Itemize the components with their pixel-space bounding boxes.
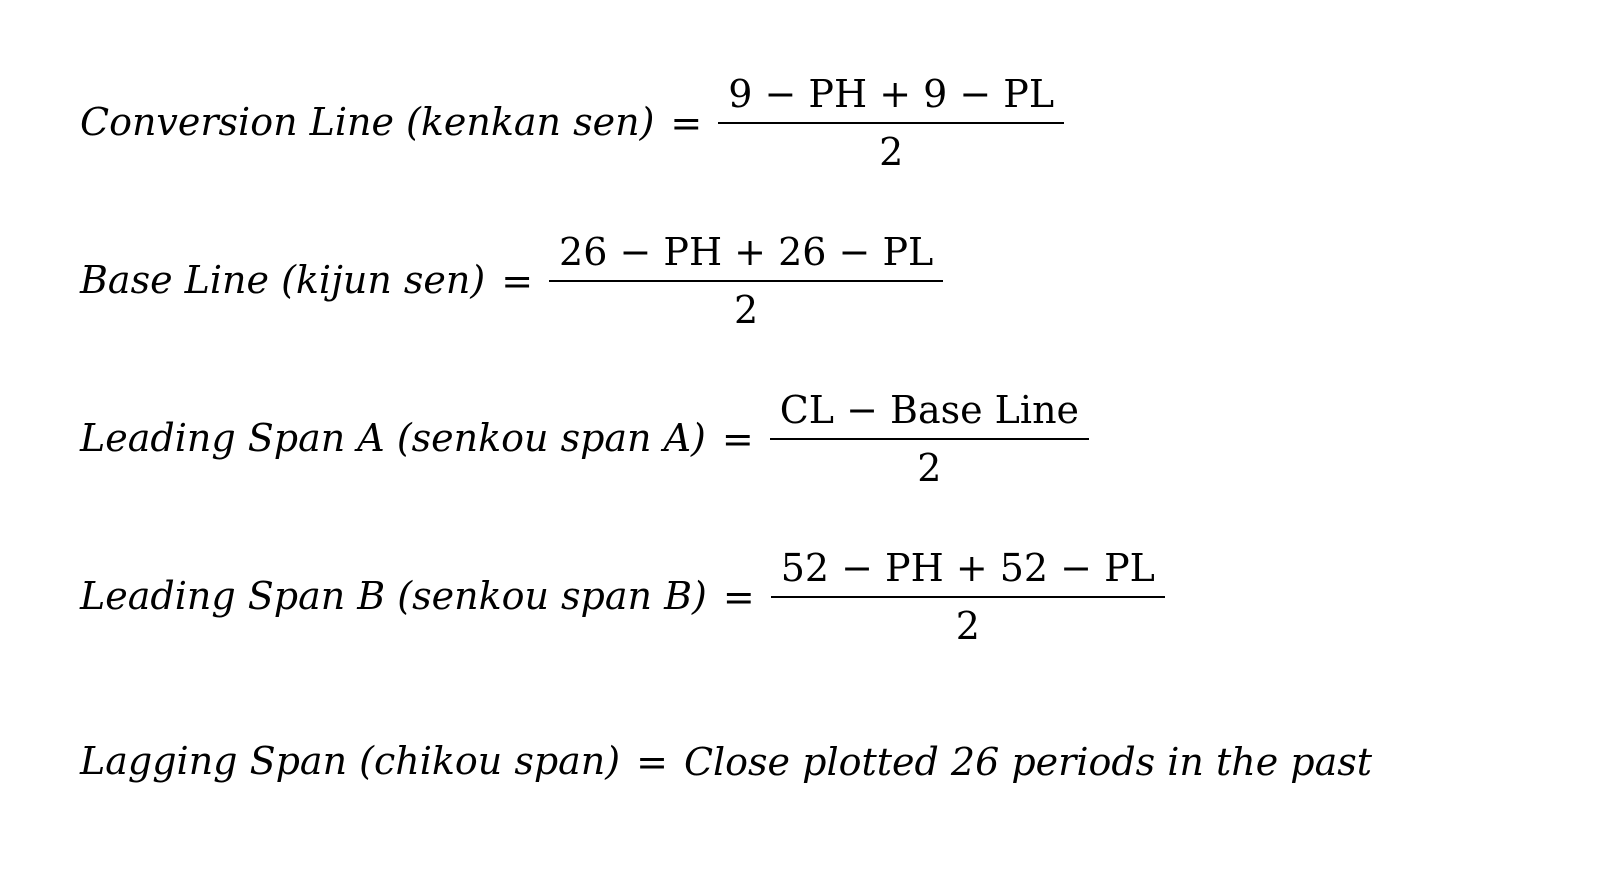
formula-leading-span-a bbox=[80, 388, 1540, 490]
fraction-conversion-line bbox=[718, 72, 1064, 174]
fraction-leading-span-a bbox=[770, 388, 1089, 490]
fraction-denominator-leading-span-a: 2 bbox=[917, 446, 942, 490]
equals-sign-leading-span-b: = bbox=[722, 575, 755, 619]
formula-base-line bbox=[80, 230, 1540, 332]
formula-lhs-leading-span-b: Leading Span B (senkou span B) bbox=[80, 574, 707, 619]
fraction-numerator-leading-span-b: 52 − PH + 52 − PL bbox=[780, 546, 1155, 590]
equals-sign-lagging-span: = bbox=[636, 740, 668, 784]
fraction-numerator-leading-span-a: CL − Base Line bbox=[779, 388, 1080, 432]
formula-list bbox=[80, 48, 1540, 812]
fraction-leading-span-b bbox=[771, 546, 1165, 648]
formula-lagging-span bbox=[80, 712, 1540, 812]
fraction-base-line bbox=[549, 230, 943, 332]
formula-leading-span-b bbox=[80, 546, 1540, 648]
formula-lhs-leading-span-a: Leading Span A (senkou span A) bbox=[80, 416, 706, 461]
equals-sign-conversion-line: = bbox=[670, 101, 703, 145]
formula-lhs-base-line: Base Line (kijun sen) bbox=[80, 258, 486, 303]
fraction-numerator-base-line: 26 − PH + 26 − PL bbox=[559, 230, 934, 274]
equals-sign-leading-span-a: = bbox=[721, 417, 754, 461]
formula-conversion-line bbox=[80, 72, 1540, 174]
formula-rhs-lagging-span: Close plotted 26 periods in the past bbox=[683, 740, 1373, 784]
formula-lhs-conversion-line: Conversion Line (kenkan sen) bbox=[80, 100, 655, 145]
fraction-denominator-leading-span-b: 2 bbox=[955, 604, 980, 648]
fraction-denominator-base-line: 2 bbox=[734, 288, 759, 332]
equals-sign-base-line: = bbox=[501, 259, 534, 303]
fraction-denominator-conversion-line: 2 bbox=[879, 130, 904, 174]
fraction-numerator-conversion-line: 9 − PH + 9 − PL bbox=[728, 72, 1055, 116]
formula-lhs-lagging-span: Lagging Span (chikou span) bbox=[80, 739, 621, 784]
